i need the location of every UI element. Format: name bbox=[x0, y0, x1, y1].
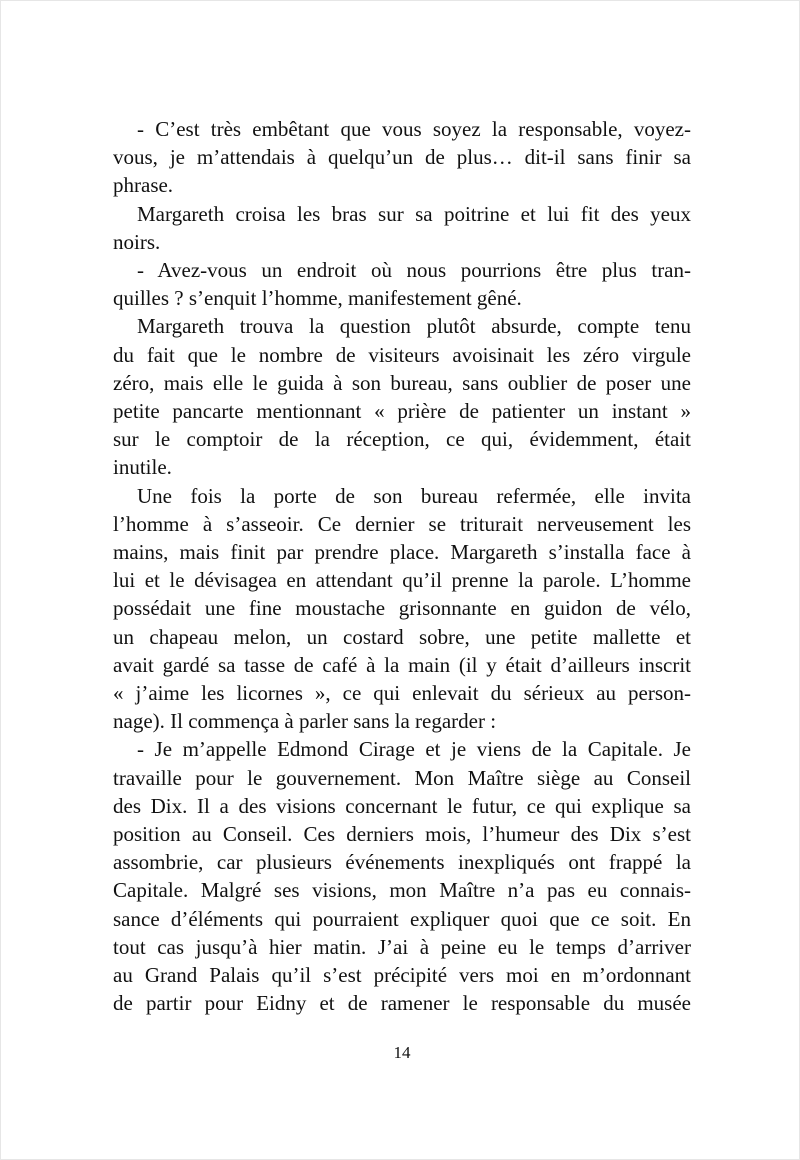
text-line: possédait une fine moustache grisonnante en guidon de vélo, bbox=[113, 596, 691, 621]
text-line: - Je m’appelle Edmond Cirage et je viens de la Capitale. Je bbox=[137, 737, 691, 762]
text-line: zéro, mais elle le guida à son bureau, sans oublier de poser une bbox=[113, 370, 691, 395]
paragraph bbox=[113, 200, 691, 256]
paragraph bbox=[113, 312, 691, 481]
text-line: Capitale. Malgré ses visions, mon Maître n’a pas eu connais- bbox=[113, 878, 691, 903]
text-line: de partir pour Eidny et de ramener le responsable du musée bbox=[113, 991, 691, 1016]
text-line: inutile. bbox=[113, 455, 172, 480]
text-line: l’homme à s’asseoir. Ce dernier se triturait nerveusement les bbox=[113, 511, 691, 536]
text-line: position au Conseil. Ces derniers mois, l’humeur des Dix s’est bbox=[113, 822, 691, 847]
text-line: tout cas jusqu’à hier matin. J’ai à peine eu le temps d’arriver bbox=[113, 934, 691, 959]
text-line: lui et le dévisagea en attendant qu’il prenne la parole. L’homme bbox=[113, 568, 691, 593]
text-line: sur le comptoir de la réception, ce qui, évidemment, était bbox=[113, 427, 691, 452]
paragraph bbox=[113, 256, 691, 312]
text-line: noirs. bbox=[113, 229, 161, 254]
text-line: « j’aime les licornes », ce qui enlevait du sérieux au person- bbox=[113, 681, 691, 706]
text-line: Margareth trouva la question plutôt absurde, compte tenu bbox=[137, 314, 691, 339]
paragraph bbox=[113, 115, 691, 200]
text-line: phrase. bbox=[113, 173, 174, 198]
text-line: sance d’éléments qui pourraient expliquer quoi que ce soit. En bbox=[113, 906, 691, 931]
text-line: Une fois la porte de son bureau refermée, elle invita bbox=[137, 483, 691, 508]
text-line: - Avez-vous un endroit où nous pourrions être plus tran- bbox=[137, 258, 691, 283]
text-line: petite pancarte mentionnant « prière de patienter un instant » bbox=[113, 399, 691, 424]
text-line: avait gardé sa tasse de café à la main (il y était d’ailleurs inscrit bbox=[113, 652, 691, 677]
text-line: du fait que le nombre de visiteurs avoisinait les zéro virgule bbox=[113, 342, 691, 367]
text-line: des Dix. Il a des visions concernant le futur, ce qui explique sa bbox=[113, 793, 691, 818]
text-line: nage). Il commença à parler sans la regarder : bbox=[113, 709, 497, 734]
text-line: mains, mais finit par prendre place. Margareth s’installa face à bbox=[113, 540, 691, 565]
text-line: vous, je m’attendais à quelqu’un de plus… dit-il sans finir sa bbox=[113, 145, 691, 170]
text-line: - C’est très embêtant que vous soyez la responsable, voyez- bbox=[137, 117, 691, 141]
page-number: 14 bbox=[393, 1043, 411, 1062]
text-line: travaille pour le gouvernement. Mon Maître siège au Conseil bbox=[113, 765, 691, 790]
paragraph bbox=[113, 482, 691, 736]
text-line: un chapeau melon, un costard sobre, une petite mallette et bbox=[113, 624, 691, 649]
text-line: au Grand Palais qu’il s’est précipité vers moi en m’ordonnant bbox=[113, 963, 691, 988]
text-line: Margareth croisa les bras sur sa poitrine et lui fit des yeux bbox=[137, 201, 691, 226]
text-line: quilles ? s’enquit l’homme, manifestement gêné. bbox=[113, 286, 522, 311]
page-text bbox=[113, 115, 691, 1018]
paragraph bbox=[113, 735, 691, 1017]
text-line: assombrie, car plusieurs événements inexpliqués ont frappé la bbox=[113, 850, 691, 875]
